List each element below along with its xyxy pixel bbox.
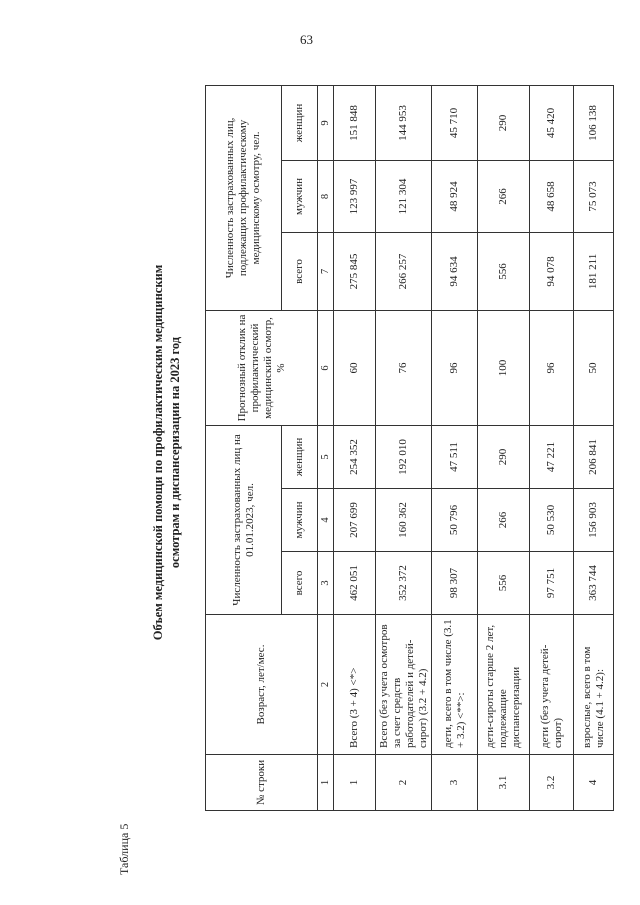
row-women: 192 010 [376, 425, 432, 488]
row-subject-total: 556 [478, 232, 530, 310]
column-number: 3 [318, 552, 334, 615]
row-number: 3.2 [530, 755, 574, 811]
row-subject-men: 75 073 [574, 160, 614, 232]
row-total: 363 744 [574, 552, 614, 615]
row-subject-total: 94 634 [432, 232, 478, 310]
row-age: дети (без учета детей-сирот) [530, 615, 574, 755]
row-subject-women: 151 848 [334, 85, 376, 160]
row-response: 76 [376, 310, 432, 425]
table-row [376, 85, 432, 810]
row-men: 50 530 [530, 489, 574, 552]
row-men: 156 903 [574, 489, 614, 552]
row-subject-total: 181 211 [574, 232, 614, 310]
page-number: 63 [300, 32, 313, 47]
header-men: мужчин [282, 489, 318, 552]
table-row [334, 85, 376, 810]
row-age: взрослые, всего в том числе (4.1 + 4.2): [574, 615, 614, 755]
row-subject-women: 144 953 [376, 85, 432, 160]
table-label: Таблица 5 [117, 823, 131, 875]
header-insured-count: Численность застрахованных лиц на 01.01.2023, чел. [206, 425, 282, 614]
row-subject-total: 275 845 [334, 232, 376, 310]
row-men: 50 796 [432, 489, 478, 552]
row-total: 462 051 [334, 552, 376, 615]
row-subject-men: 48 924 [432, 160, 478, 232]
header-row-number: № строки [206, 755, 318, 811]
row-subject-total: 94 078 [530, 232, 574, 310]
row-men: 266 [478, 489, 530, 552]
header-forecast-response: Прогнозный отклик на профилактический медицинский осмотр, % [206, 310, 318, 425]
table-title [150, 0, 184, 905]
header-subject-count: Численность застрахованных лиц, подлежащих профилактическому медицинскому осмотру, чел. [206, 85, 282, 310]
table-row [574, 85, 614, 810]
row-age: дети-сироты старше 2 лет, подлежащие диспансеризации [478, 615, 530, 755]
row-women: 206 841 [574, 425, 614, 488]
table-title-line-1: Объем медицинской помощи по профилактическим медицинским [151, 264, 165, 641]
row-subject-total: 266 257 [376, 232, 432, 310]
row-women: 47 511 [432, 425, 478, 488]
row-subject-men: 121 304 [376, 160, 432, 232]
row-total: 98 307 [432, 552, 478, 615]
header-women: женщин [282, 425, 318, 488]
table-row [530, 85, 574, 810]
row-number: 4 [574, 755, 614, 811]
row-subject-women: 106 138 [574, 85, 614, 160]
column-number: 9 [318, 85, 334, 160]
row-subject-women: 45 710 [432, 85, 478, 160]
row-subject-men: 123 997 [334, 160, 376, 232]
row-response: 96 [432, 310, 478, 425]
column-number: 6 [318, 310, 334, 425]
table-row [478, 85, 530, 810]
row-number: 3 [432, 755, 478, 811]
column-number: 1 [318, 755, 334, 811]
row-response: 96 [530, 310, 574, 425]
row-number: 1 [334, 755, 376, 811]
row-response: 100 [478, 310, 530, 425]
column-number: 8 [318, 160, 334, 232]
row-number: 3.1 [478, 755, 530, 811]
column-number: 4 [318, 489, 334, 552]
row-subject-men: 48 658 [530, 160, 574, 232]
row-number: 2 [376, 755, 432, 811]
table-row [432, 85, 478, 810]
row-age: Всего (3 + 4) <*> [334, 615, 376, 755]
row-total: 556 [478, 552, 530, 615]
row-total: 97 751 [530, 552, 574, 615]
row-age: дети, всего в том числе (3.1 + 3.2) <**>: [432, 615, 478, 755]
row-women: 254 352 [334, 425, 376, 488]
row-age: Всего (без учета осмотров за счет средств работодателей и детей-сирот) (3.2 + 4.2) [376, 615, 432, 755]
row-subject-women: 290 [478, 85, 530, 160]
header-subject-women: женщин [282, 85, 318, 160]
row-total: 352 372 [376, 552, 432, 615]
row-women: 290 [478, 425, 530, 488]
row-men: 160 362 [376, 489, 432, 552]
row-response: 60 [334, 310, 376, 425]
row-subject-women: 45 420 [530, 85, 574, 160]
row-women: 47 221 [530, 425, 574, 488]
column-number: 5 [318, 425, 334, 488]
row-men: 207 699 [334, 489, 376, 552]
column-number: 7 [318, 232, 334, 310]
header-subject-total: всего [282, 232, 318, 310]
header-age: Возраст, лет/мес. [206, 615, 318, 755]
table-title-line-2: осмотрам и диспансеризации на 2023 год [168, 336, 182, 569]
header-subject-men: мужчин [282, 160, 318, 232]
row-response: 50 [574, 310, 614, 425]
header-total: всего [282, 552, 318, 615]
row-subject-men: 266 [478, 160, 530, 232]
medical-volume-table [205, 85, 614, 811]
column-number: 2 [318, 615, 334, 755]
